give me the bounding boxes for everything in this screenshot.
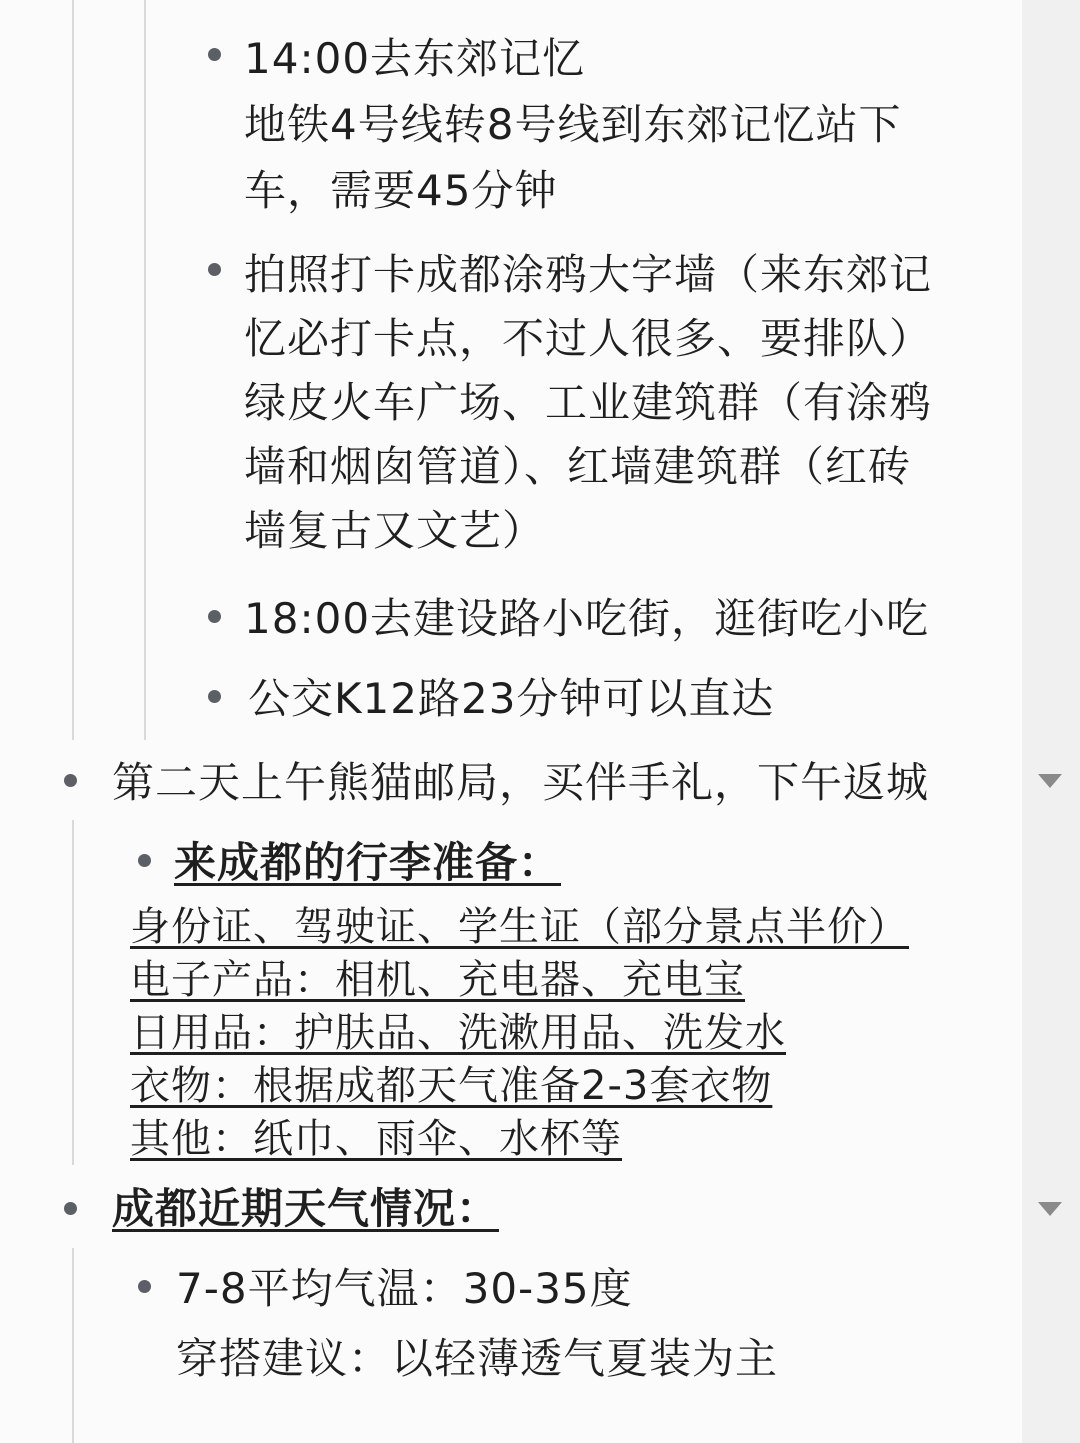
- trip-item-2-line-3: 绿皮火车广场、工业建筑群（有涂鸦: [244, 378, 933, 427]
- trip-item-2-line-1: 拍照打卡成都涂鸦大字墙（来东郊记: [244, 250, 933, 299]
- trip-item-1-line-2: 地铁4号线转8号线到东郊记忆站下: [244, 100, 902, 149]
- weather-advice: 穿搭建议：以轻薄透气夏装为主: [176, 1334, 779, 1383]
- day2-text: 第二天上午熊猫邮局，买伴手礼，下午返城: [112, 758, 930, 807]
- luggage-item: 身份证、驾驶证、学生证（部分景点半价）: [130, 904, 909, 950]
- outline-guide-outer: [72, 0, 74, 740]
- bullet-icon: [208, 690, 221, 703]
- luggage-item: 日用品：护肤品、洗漱用品、洗发水: [130, 1010, 786, 1056]
- bullet-icon: [208, 610, 221, 623]
- bullet-icon: [64, 1202, 77, 1215]
- outline-guide-outer: [72, 1248, 74, 1443]
- bullet-icon: [208, 263, 221, 276]
- bullet-icon: [208, 48, 221, 61]
- outline-guide-inner: [144, 0, 146, 740]
- luggage-item: 其他：纸巾、雨伞、水杯等: [130, 1116, 622, 1162]
- right-margin: [1022, 0, 1080, 1443]
- weather-temp: 7-8平均气温：30-35度: [176, 1264, 633, 1313]
- weather-heading: 成都近期天气情况：: [112, 1184, 500, 1233]
- luggage-item: 电子产品：相机、充电器、充电宝: [130, 957, 745, 1003]
- bullet-icon: [138, 854, 151, 867]
- collapse-toggle-icon[interactable]: [1038, 1202, 1062, 1216]
- outline-guide-outer: [72, 820, 74, 1165]
- trip-item-2-line-2: 忆必打卡点，不过人很多、要排队）: [244, 314, 933, 363]
- trip-item-4-line-1: 公交K12路23分钟可以直达: [248, 674, 775, 723]
- bullet-icon: [64, 774, 77, 787]
- trip-item-3-line-1: 18:00去建设路小吃街，逛街吃小吃: [244, 594, 930, 643]
- collapse-toggle-icon[interactable]: [1038, 774, 1062, 788]
- trip-item-2-line-4: 墙和烟囱管道）、红墙建筑群（红砖: [244, 442, 912, 491]
- trip-item-1-line-1: 14:00去东郊记忆: [244, 34, 586, 83]
- trip-item-2-line-5: 墙复古又文艺）: [244, 506, 546, 555]
- luggage-heading: 来成都的行李准备：: [174, 838, 562, 887]
- luggage-item: 衣物：根据成都天气准备2-3套衣物: [130, 1063, 773, 1109]
- bullet-icon: [138, 1280, 151, 1293]
- trip-item-1-line-3: 车，需要45分钟: [244, 166, 558, 215]
